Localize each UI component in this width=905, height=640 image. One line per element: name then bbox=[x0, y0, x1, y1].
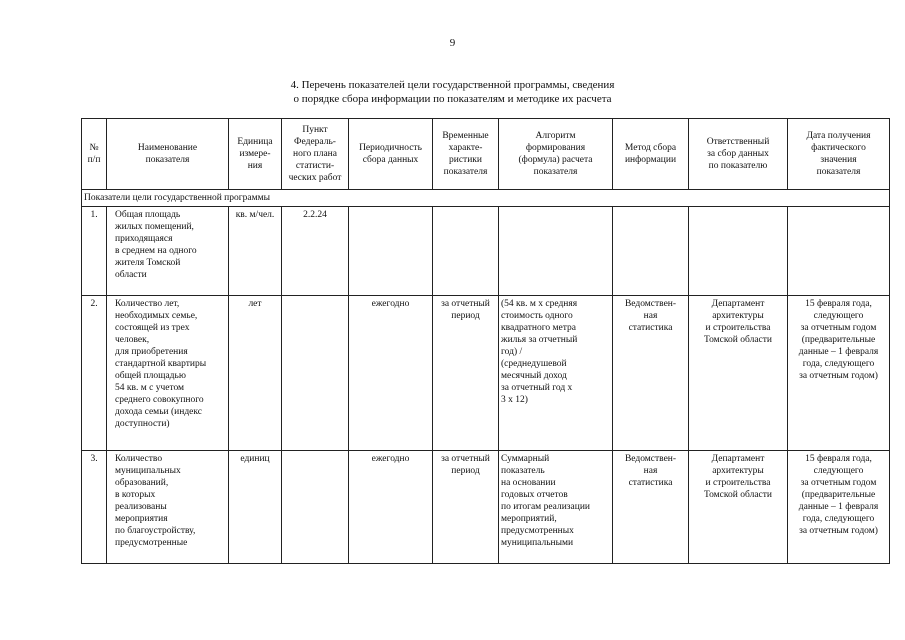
row-federal-plan-item: 2.2.24 bbox=[282, 207, 349, 296]
row-number: 3. bbox=[82, 451, 107, 564]
row-periodicity: ежегодно bbox=[349, 451, 433, 564]
section-row bbox=[82, 190, 890, 207]
header-time-characteristics: Временные характe- ристики показателя bbox=[433, 119, 499, 190]
header-collection-method: Метод сбора информации bbox=[613, 119, 689, 190]
indicators-table bbox=[81, 118, 890, 564]
header-number: № п/п bbox=[82, 119, 107, 190]
row-federal-plan-item bbox=[282, 451, 349, 564]
table-row bbox=[82, 296, 890, 451]
header-responsible: Ответственный за сбор данных по показателю bbox=[689, 119, 788, 190]
row-number: 1. bbox=[82, 207, 107, 296]
row-periodicity bbox=[349, 207, 433, 296]
row-responsible bbox=[689, 207, 788, 296]
row-time-characteristics bbox=[433, 207, 499, 296]
table-row bbox=[82, 207, 890, 296]
header-algorithm: Алгоритм формирования (формула) расчета показателя bbox=[499, 119, 613, 190]
page-number: 9 bbox=[449, 37, 456, 49]
row-indicator-name: Количество муниципальных образований, в которых реализованы мероприятия по благоустройству, предусмотренные bbox=[107, 451, 229, 564]
table-row bbox=[82, 451, 890, 564]
title-line-2: о порядке сбора информации по показателям и методике их расчета bbox=[293, 93, 612, 105]
row-time-characteristics: за отчетный период bbox=[433, 296, 499, 451]
section-title: Показатели цели государственной программы bbox=[82, 190, 890, 207]
row-number: 2. bbox=[82, 296, 107, 451]
header-indicator-name: Наименование показателя bbox=[107, 119, 229, 190]
header-federal-plan-item: Пункт Федераль- ного плана статисти- ческих работ bbox=[282, 119, 349, 190]
header-periodicity: Периодичность сбора данных bbox=[349, 119, 433, 190]
header-unit: Единица измере- ния bbox=[229, 119, 282, 190]
row-collection-method bbox=[613, 207, 689, 296]
row-federal-plan-item bbox=[282, 296, 349, 451]
row-unit: кв. м/чел. bbox=[229, 207, 282, 296]
row-responsible: Департамент архитектуры и строительства Томской области bbox=[689, 451, 788, 564]
row-unit: единиц bbox=[229, 451, 282, 564]
row-actual-value-date: 15 февраля года, следующего за отчетным годом (предварительные данные – 1 февраля года, следующего за отчетным годом) bbox=[788, 296, 890, 451]
row-collection-method: Ведомствен- ная статистика bbox=[613, 296, 689, 451]
row-periodicity: ежегодно bbox=[349, 296, 433, 451]
row-actual-value-date bbox=[788, 207, 890, 296]
row-unit: лет bbox=[229, 296, 282, 451]
document-title bbox=[0, 78, 905, 106]
table-header-row bbox=[82, 119, 890, 190]
title-line-1: 4. Перечень показателей цели государственной программы, сведения bbox=[290, 79, 615, 91]
row-algorithm: Суммарный показатель на основании годовых отчетов по итогам реализации мероприятий, предусмотренных муниципальными bbox=[499, 451, 613, 564]
row-indicator-name: Общая площадь жилых помещений, приходящаяся в среднем на одного жителя Томской области bbox=[107, 207, 229, 296]
row-algorithm: (54 кв. м x средняя стоимость одного квадратного метра жилья за отчетный год) / (среднедушевой месячный доход за отчетный год x 3 x 12) bbox=[499, 296, 613, 451]
row-time-characteristics: за отчетный период bbox=[433, 451, 499, 564]
header-actual-value-date: Дата получения фактического значения показателя bbox=[788, 119, 890, 190]
row-responsible: Департамент архитектуры и строительства Томской области bbox=[689, 296, 788, 451]
row-collection-method: Ведомствен- ная статистика bbox=[613, 451, 689, 564]
row-indicator-name: Количество лет, необходимых семье, состоящей из трех человек, для приобретения стандартной квартиры общей площадью 54 кв. м с учетом среднего совокупного дохода семьи (индекс доступности) bbox=[107, 296, 229, 451]
row-algorithm bbox=[499, 207, 613, 296]
row-actual-value-date: 15 февраля года, следующего за отчетным годом (предварительные данные – 1 февраля года, следующего за отчетным годом) bbox=[788, 451, 890, 564]
